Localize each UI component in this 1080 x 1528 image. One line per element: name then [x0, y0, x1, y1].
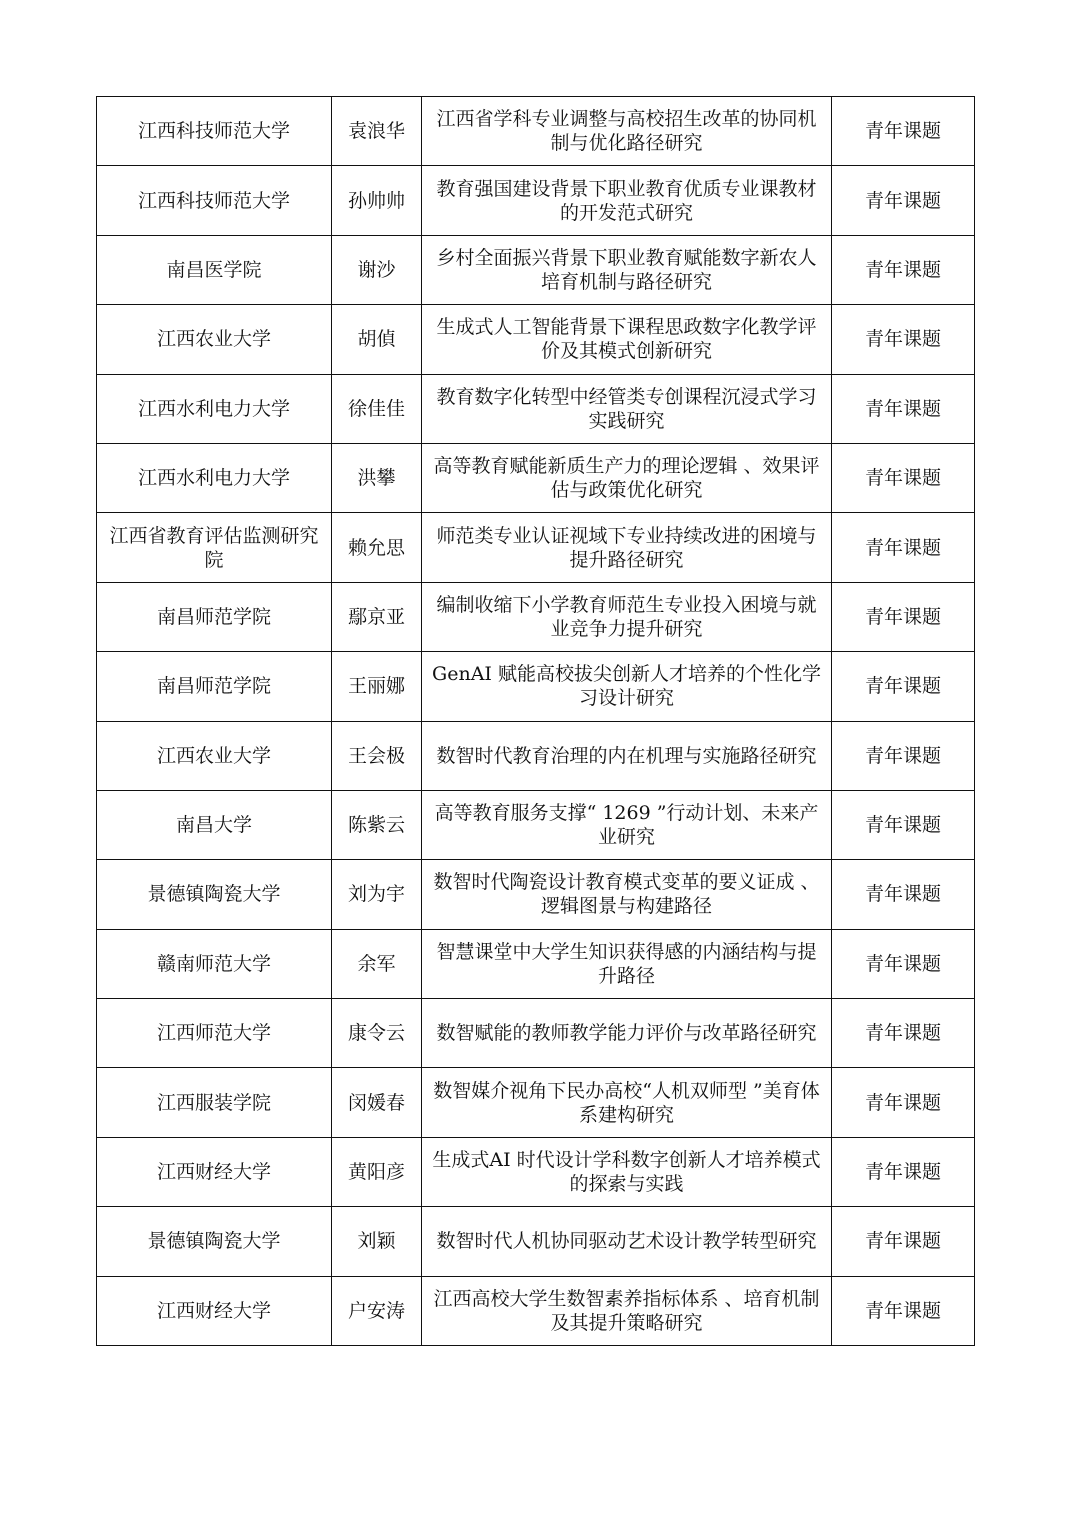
table-row — [97, 721, 975, 790]
cell-type: 青年课题 — [832, 1137, 975, 1206]
cell-name: 孙帅帅 — [332, 166, 422, 235]
cell-name: 赖允思 — [332, 513, 422, 582]
cell-type: 青年课题 — [832, 860, 975, 929]
cell-unit: 景德镇陶瓷大学 — [97, 1207, 332, 1276]
table-row — [97, 374, 975, 443]
cell-name: 刘为宇 — [332, 860, 422, 929]
cell-unit: 江西水利电力大学 — [97, 443, 332, 512]
cell-topic: 生成式AI 时代设计学科数字创新人才培养模式的探索与实践 — [422, 1137, 832, 1206]
table-row — [97, 652, 975, 721]
cell-unit: 江西省教育评估监测研究院 — [97, 513, 332, 582]
cell-type: 青年课题 — [832, 652, 975, 721]
table-row — [97, 1207, 975, 1276]
cell-topic: 江西高校大学生数智素养指标体系 、培育机制及其提升策略研究 — [422, 1276, 832, 1345]
cell-type: 青年课题 — [832, 929, 975, 998]
cell-topic: 乡村全面振兴背景下职业教育赋能数字新农人培育机制与路径研究 — [422, 235, 832, 304]
table-body — [97, 97, 975, 1346]
cell-topic: 数智媒介视角下民办高校“人机双师型 ”美育体系建构研究 — [422, 1068, 832, 1137]
cell-topic: 教育强国建设背景下职业教育优质专业课教材的开发范式研究 — [422, 166, 832, 235]
cell-name: 徐佳佳 — [332, 374, 422, 443]
cell-name: 王丽娜 — [332, 652, 422, 721]
cell-unit: 江西科技师范大学 — [97, 97, 332, 166]
table-row — [97, 513, 975, 582]
cell-name: 洪攀 — [332, 443, 422, 512]
table-row — [97, 97, 975, 166]
table-row — [97, 999, 975, 1068]
cell-topic: 教育数字化转型中经管类专创课程沉浸式学习实践研究 — [422, 374, 832, 443]
cell-unit: 江西师范大学 — [97, 999, 332, 1068]
cell-unit: 江西服装学院 — [97, 1068, 332, 1137]
cell-unit: 江西财经大学 — [97, 1276, 332, 1345]
cell-unit: 南昌师范学院 — [97, 652, 332, 721]
cell-unit: 江西农业大学 — [97, 305, 332, 374]
cell-name: 闵媛春 — [332, 1068, 422, 1137]
cell-topic: 高等教育服务支撑“ 1269 ”行动计划、未来产业研究 — [422, 790, 832, 859]
cell-name: 余军 — [332, 929, 422, 998]
cell-type: 青年课题 — [832, 374, 975, 443]
table-row — [97, 166, 975, 235]
table-row — [97, 582, 975, 651]
cell-type: 青年课题 — [832, 999, 975, 1068]
cell-type: 青年课题 — [832, 790, 975, 859]
table-row — [97, 790, 975, 859]
cell-type: 青年课题 — [832, 1068, 975, 1137]
cell-unit: 景德镇陶瓷大学 — [97, 860, 332, 929]
cell-type: 青年课题 — [832, 235, 975, 304]
cell-topic: 江西省学科专业调整与高校招生改革的协同机制与优化路径研究 — [422, 97, 832, 166]
table-row — [97, 860, 975, 929]
table-row — [97, 235, 975, 304]
cell-topic: 智慧课堂中大学生知识获得感的内涵结构与提升路径 — [422, 929, 832, 998]
cell-name: 黄阳彦 — [332, 1137, 422, 1206]
cell-topic: 数智时代陶瓷设计教育模式变革的要义证成 、逻辑图景与构建路径 — [422, 860, 832, 929]
table-row — [97, 1137, 975, 1206]
cell-name: 陈紫云 — [332, 790, 422, 859]
cell-unit: 江西科技师范大学 — [97, 166, 332, 235]
cell-topic: 师范类专业认证视域下专业持续改进的困境与提升路径研究 — [422, 513, 832, 582]
cell-name: 刘颖 — [332, 1207, 422, 1276]
cell-name: 袁浪华 — [332, 97, 422, 166]
cell-unit: 江西农业大学 — [97, 721, 332, 790]
table-row — [97, 1276, 975, 1345]
cell-topic: 生成式人工智能背景下课程思政数字化教学评价及其模式创新研究 — [422, 305, 832, 374]
cell-unit: 南昌师范学院 — [97, 582, 332, 651]
table-row — [97, 305, 975, 374]
cell-unit: 江西财经大学 — [97, 1137, 332, 1206]
cell-unit: 南昌大学 — [97, 790, 332, 859]
cell-name: 户安涛 — [332, 1276, 422, 1345]
cell-name: 胡偵 — [332, 305, 422, 374]
cell-type: 青年课题 — [832, 721, 975, 790]
cell-type: 青年课题 — [832, 166, 975, 235]
cell-unit: 赣南师范大学 — [97, 929, 332, 998]
cell-type: 青年课题 — [832, 1276, 975, 1345]
cell-unit: 江西水利电力大学 — [97, 374, 332, 443]
table-row — [97, 443, 975, 512]
cell-name: 鄢京亚 — [332, 582, 422, 651]
cell-name: 康令云 — [332, 999, 422, 1068]
cell-topic: GenAI 赋能高校拔尖创新人才培养的个性化学习设计研究 — [422, 652, 832, 721]
cell-topic: 数智时代人机协同驱动艺术设计教学转型研究 — [422, 1207, 832, 1276]
cell-topic: 数智赋能的教师教学能力评价与改革路径研究 — [422, 999, 832, 1068]
cell-topic: 编制收缩下小学教育师范生专业投入困境与就业竞争力提升研究 — [422, 582, 832, 651]
table-row — [97, 1068, 975, 1137]
cell-type: 青年课题 — [832, 582, 975, 651]
cell-type: 青年课题 — [832, 97, 975, 166]
cell-unit: 南昌医学院 — [97, 235, 332, 304]
cell-type: 青年课题 — [832, 513, 975, 582]
cell-topic: 高等教育赋能新质生产力的理论逻辑 、效果评估与政策优化研究 — [422, 443, 832, 512]
cell-type: 青年课题 — [832, 305, 975, 374]
cell-type: 青年课题 — [832, 1207, 975, 1276]
cell-type: 青年课题 — [832, 443, 975, 512]
project-table — [96, 96, 975, 1346]
cell-name: 谢沙 — [332, 235, 422, 304]
cell-name: 王会极 — [332, 721, 422, 790]
cell-topic: 数智时代教育治理的内在机理与实施路径研究 — [422, 721, 832, 790]
table-row — [97, 929, 975, 998]
